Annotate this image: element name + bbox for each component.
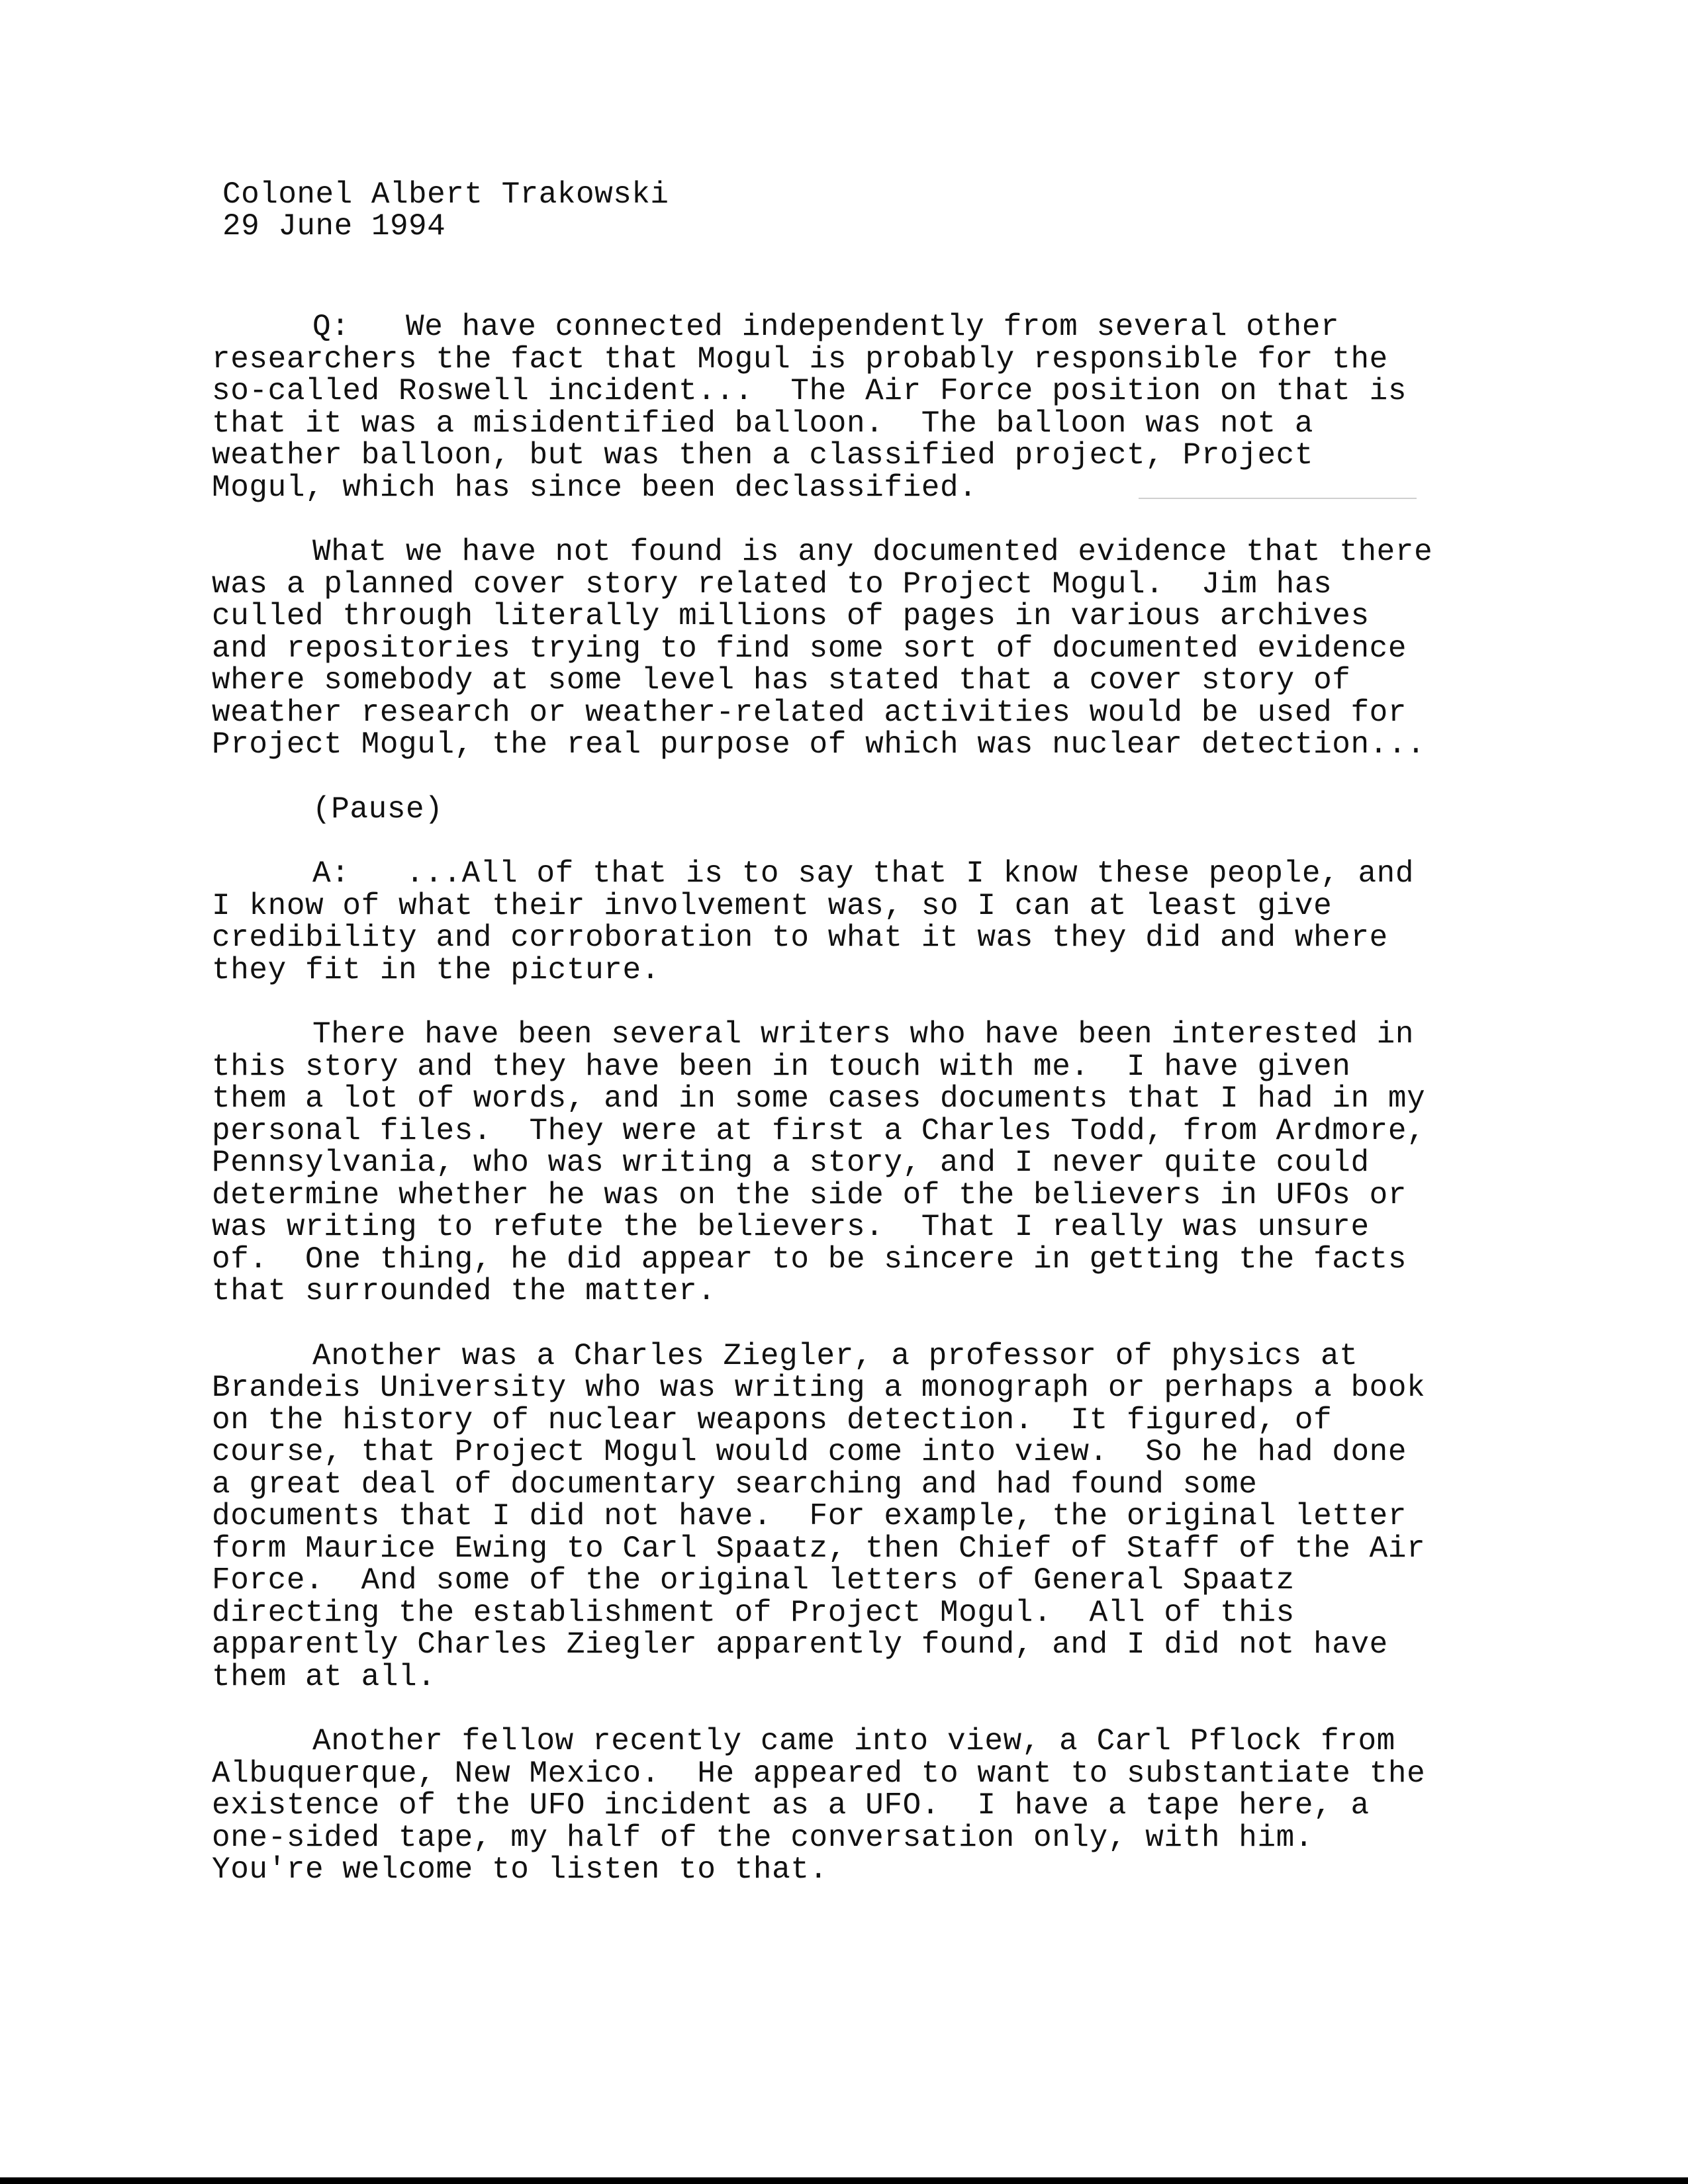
text-line: What we have not found is any documented evidence that there [312,535,1433,569]
paragraph-pause [212,794,1529,826]
text-line: weather research or weather-related activities would be used for [212,695,1407,730]
text-line: this story and they have been in touch with me. I have given [212,1049,1351,1084]
transcript-body [212,311,1529,1919]
text-line: You're welcome to listen to that. [212,1852,828,1887]
paragraph-answer-2 [212,1019,1529,1308]
text-line: that surrounded the matter. [212,1274,716,1308]
text-line: There have been several writers who have been interested in [312,1017,1415,1052]
document-header [222,179,1480,242]
text-line: Another was a Charles Ziegler, a professor of physics at [312,1338,1358,1373]
text-line: I know of what their involvement was, so I can at least give [212,888,1333,923]
interview-date: 29 June 1994 [222,209,446,244]
text-line: that it was a misidentified balloon. The balloon was not a [212,406,1314,441]
scan-bottom-border [0,2177,1688,2184]
scan-artifact [1139,498,1417,499]
text-line: documents that I did not have. For example, the original letter [212,1499,1407,1533]
text-line: Force. And some of the original letters of General Spaatz [212,1563,1295,1598]
text-line: of. One thing, he did appear to be sincere in getting the facts [212,1242,1407,1277]
text-line: Another fellow recently came into view, a Carl Pflock from [312,1724,1395,1758]
interviewee-name: Colonel Albert Trakowski [222,177,669,212]
text-line: directing the establishment of Project Mogul. All of this [212,1595,1295,1630]
paragraph-answer-4 [212,1725,1529,1886]
paragraph-question-2 [212,536,1529,761]
text-line: was writing to refute the believers. That I really was unsure [212,1210,1370,1244]
text-line: course, that Project Mogul would come into view. So he had done [212,1435,1407,1469]
text-line: Project Mogul, the real purpose of which was nuclear detection... [212,727,1426,762]
text-line: culled through literally millions of pages in various archives [212,599,1370,633]
text-line: and repositories trying to find some sort of documented evidence [212,631,1407,666]
text-line: existence of the UFO incident as a UFO. I have a tape here, a [212,1788,1370,1823]
text-line: one-sided tape, my half of the conversation only, with him. [212,1820,1314,1855]
text-line: where somebody at some level has stated that a cover story of [212,663,1351,698]
text-line: so-called Roswell incident... The Air Force position on that is [212,374,1407,408]
text-line: Q: We have connected independently from several other [312,310,1340,344]
text-line: them a lot of words, and in some cases documents that I had in my [212,1081,1426,1116]
text-line: weather balloon, but was then a classified project, Project [212,438,1314,473]
text-line: (Pause) [312,792,444,827]
text-line: on the history of nuclear weapons detection. It figured, of [212,1402,1333,1437]
text-line: Mogul, which has since been declassified. [212,470,978,505]
paragraph-answer-1 [212,858,1529,986]
text-line: researchers the fact that Mogul is probably responsible for the [212,341,1388,377]
text-line: form Maurice Ewing to Carl Spaatz, then Chief of Staff of the Air [212,1531,1426,1566]
text-line: them at all. [212,1659,436,1694]
paragraph-question-1 [212,311,1529,504]
text-line: Pennsylvania, who was writing a story, and I never quite could [212,1146,1370,1180]
text-line: determine whether he was on the side of the believers in UFOs or [212,1177,1407,1212]
text-line: a great deal of documentary searching and had found some [212,1467,1258,1502]
text-line: Albuquerque, New Mexico. He appeared to want to substantiate the [212,1756,1426,1791]
paragraph-answer-3 [212,1340,1529,1694]
text-line: A: ...All of that is to say that I know these people, and [312,856,1415,891]
text-line: personal files. They were at first a Charles Todd, from Ardmore, [212,1113,1426,1148]
text-line: they fit in the picture. [212,952,660,987]
text-line: Brandeis University who was writing a monograph or perhaps a book [212,1371,1426,1405]
text-line: was a planned cover story related to Project Mogul. Jim has [212,567,1333,602]
text-line: apparently Charles Ziegler apparently found, and I did not have [212,1627,1388,1662]
text-line: credibility and corroboration to what it was they did and where [212,921,1388,955]
